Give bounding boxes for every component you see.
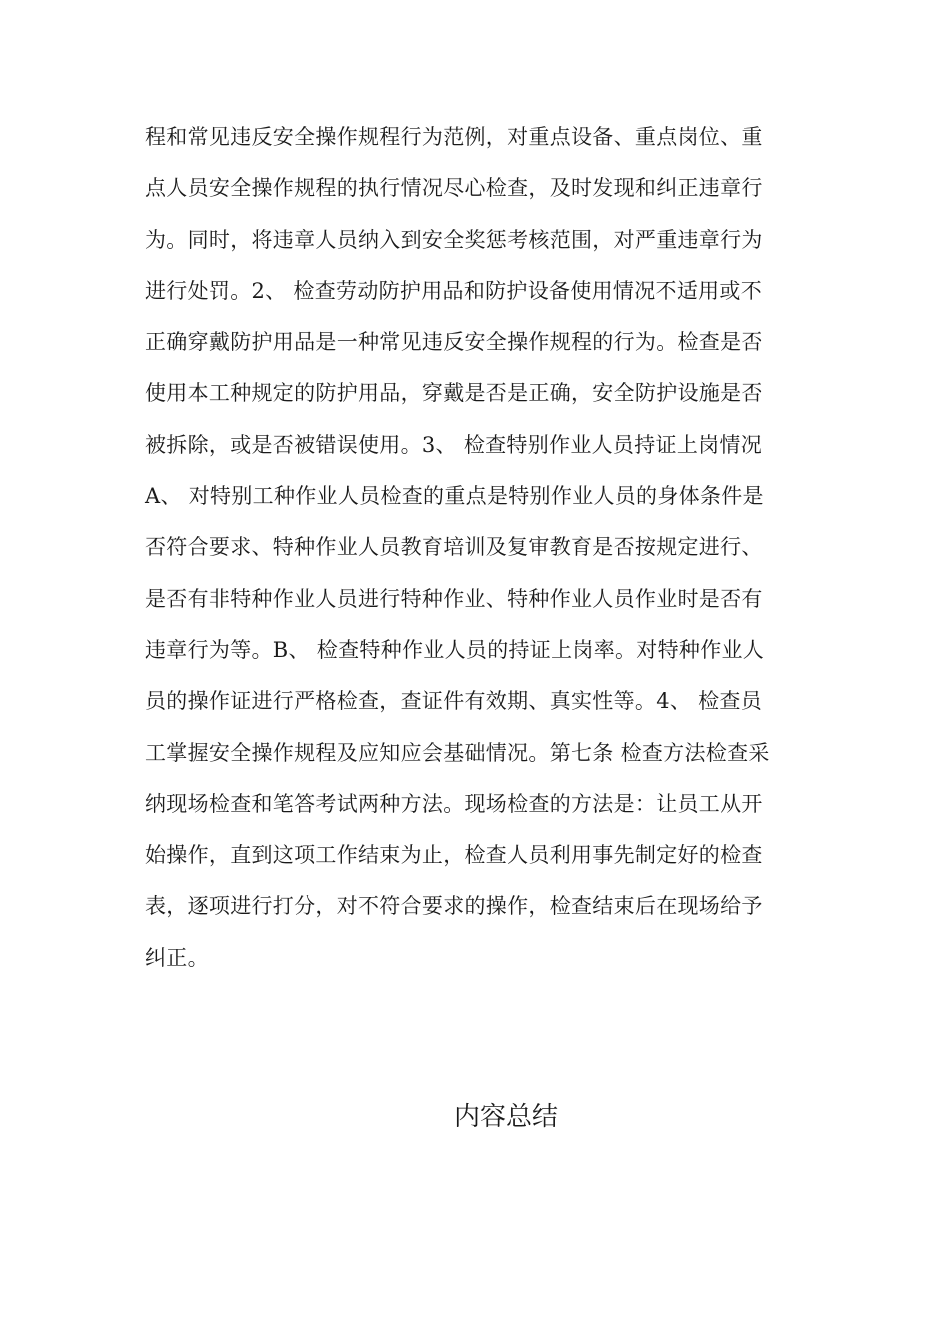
text-line: 程和常见违反安全操作规程行为范例，对重点设备、重点岗位、重 [145, 125, 763, 149]
text-line: 使用本工种规定的防护用品，穿戴是否是正确，安全防护设施是否 [145, 381, 763, 406]
text-line: 表，逐项进行打分，对不符合要求的操作，检查结束后在现场给予 [145, 894, 763, 919]
text-line: 否符合要求、特种作业人员教育培训及复审教育是否按规定进行、 [145, 535, 763, 560]
text-line: 是否有非特种作业人员进行特种作业、特种作业人员作业时是否有 [145, 586, 763, 611]
text-line: 点人员安全操作规程的执行情况尽心检查，及时发现和纠正违章行 [145, 176, 763, 201]
section-title: 内容总结 [453, 1102, 558, 1132]
text-line: 为。同时，将违章人员纳入到安全奖惩考核范围，对严重违章行为 [145, 227, 763, 252]
text-line: 纠正。 [145, 945, 209, 970]
text-line: 正确穿戴防护用品是一种常见违反安全操作规程的行为。检查是否 [145, 330, 763, 355]
text-line: 进行处罚。2、 检查劳动防护用品和防护设备使用情况不适用或不 [145, 278, 763, 303]
text-line: 纳现场检查和笔答考试两种方法。现场检查的方法是：让员工从开 [145, 791, 763, 816]
text-line: 员的操作证进行严格检查，查证件有效期、真实性等。4、 检查员 [145, 689, 763, 714]
text-line: A、 对特别工种作业人员检查的重点是特别作业人员的身体条件是 [145, 484, 764, 509]
body-paragraph [145, 112, 805, 984]
text-line: 被拆除，或是否被错误使用。3、 检查特别作业人员持证上岗情况 [145, 432, 763, 457]
text-line: 违章行为等。B、 检查特种作业人员的持证上岗率。对特种作业人 [145, 637, 765, 662]
text-line: 工掌握安全操作规程及应知应会基础情况。第七条 检查方法检查采 [145, 740, 770, 765]
text-line: 始操作，直到这项工作结束为止，检查人员利用事先制定好的检查 [145, 843, 763, 868]
